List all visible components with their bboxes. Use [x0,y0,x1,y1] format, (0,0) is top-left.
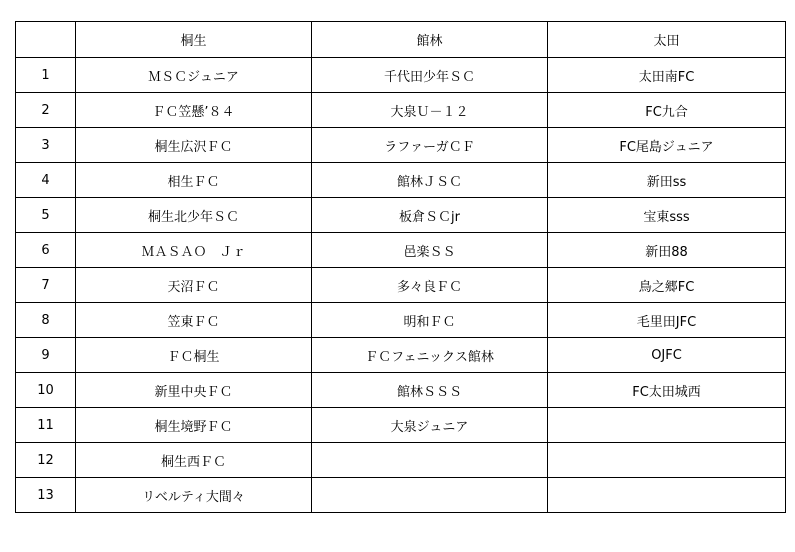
kiryu-team: 桐生北少年ＳＣ [76,198,312,233]
row-number: 12 [16,443,76,478]
table-row [16,268,786,303]
tatebayashi-team: 館林ＪＳＣ [312,163,548,198]
kiryu-team: リベルティ大間々 [76,478,312,513]
row-number: 1 [16,58,76,93]
tatebayashi-team: 多々良ＦＣ [312,268,548,303]
table-row [16,408,786,443]
tatebayashi-team: ＦＣフェニックス館林 [312,338,548,373]
row-number: 13 [16,478,76,513]
table-row [16,128,786,163]
kiryu-team: 桐生境野ＦＣ [76,408,312,443]
ota-team: 宝東sss [548,198,786,233]
row-number: 6 [16,233,76,268]
ota-team: 新田ss [548,163,786,198]
row-number: 2 [16,93,76,128]
kiryu-team: 桐生西ＦＣ [76,443,312,478]
ota-team [548,443,786,478]
row-number: 8 [16,303,76,338]
table-row [16,338,786,373]
table-row [16,58,786,93]
header-ota: 太田 [548,22,786,58]
table-row [16,163,786,198]
row-number: 9 [16,338,76,373]
table-row [16,478,786,513]
kiryu-team: ＦＣ桐生 [76,338,312,373]
kiryu-team: 天沼ＦＣ [76,268,312,303]
ota-team: 太田南FC [548,58,786,93]
ota-team: 毛里田JFC [548,303,786,338]
kiryu-team: ＦＣ笠懸’８４ [76,93,312,128]
tatebayashi-team: 館林ＳＳＳ [312,373,548,408]
table-row [16,233,786,268]
row-number: 3 [16,128,76,163]
tatebayashi-team [312,478,548,513]
tatebayashi-team [312,443,548,478]
ota-team: FC尾島ジュニア [548,128,786,163]
tatebayashi-team: 明和ＦＣ [312,303,548,338]
table-row [16,303,786,338]
row-number: 11 [16,408,76,443]
tatebayashi-team: 大泉Ｕ－１２ [312,93,548,128]
ota-team: OJFC [548,338,786,373]
table-body [16,58,786,513]
tatebayashi-team: 板倉ＳＣjr [312,198,548,233]
tatebayashi-team: 千代田少年ＳＣ [312,58,548,93]
ota-team: 鳥之郷FC [548,268,786,303]
kiryu-team: 笠東ＦＣ [76,303,312,338]
kiryu-team: ＭＡＳＡＯ Ｊｒ [76,233,312,268]
table-row [16,93,786,128]
team-table [15,21,786,513]
header-number [16,22,76,58]
header-tatebayashi: 館林 [312,22,548,58]
row-number: 5 [16,198,76,233]
tatebayashi-team: 大泉ジュニア [312,408,548,443]
table-row [16,443,786,478]
table-row [16,373,786,408]
tatebayashi-team: ラファーガＣＦ [312,128,548,163]
kiryu-team: 新里中央ＦＣ [76,373,312,408]
row-number: 7 [16,268,76,303]
row-number: 4 [16,163,76,198]
row-number: 10 [16,373,76,408]
kiryu-team: 相生ＦＣ [76,163,312,198]
table-row [16,198,786,233]
header-kiryu: 桐生 [76,22,312,58]
ota-team [548,478,786,513]
kiryu-team: ＭＳＣジュニア [76,58,312,93]
ota-team [548,408,786,443]
ota-team: FC太田城西 [548,373,786,408]
header-row [16,22,786,58]
ota-team: FC九合 [548,93,786,128]
kiryu-team: 桐生広沢ＦＣ [76,128,312,163]
tatebayashi-team: 邑楽ＳＳ [312,233,548,268]
ota-team: 新田88 [548,233,786,268]
